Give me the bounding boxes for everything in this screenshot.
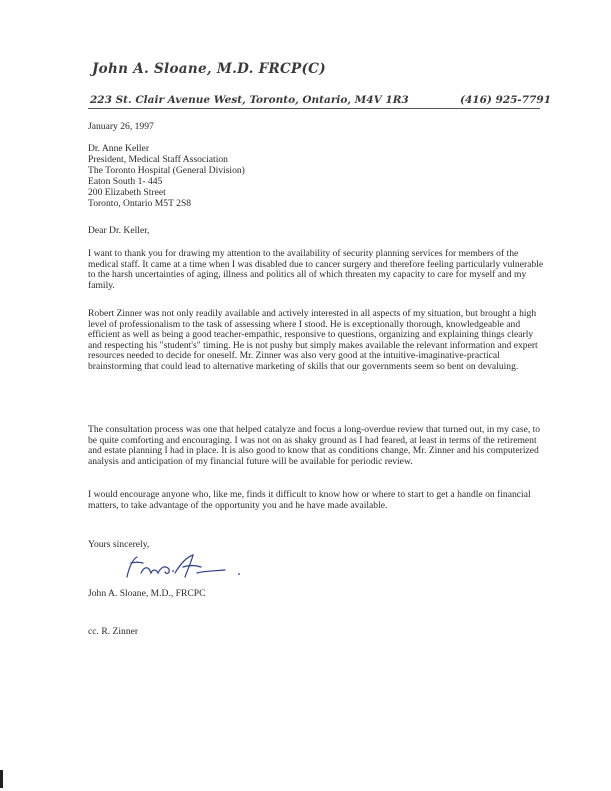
paragraph-1: I want to thank you for drawing my attention to the availability of security planning services for members of the medical staff. It came at a time when I was disabled due to cancer surgery and therefore feeling particularly vulnerable to the harsh uncertainties of aging, illness and politics all of which threaten my capacity to care for myself and my family. [88,248,544,291]
salutation: Dear Dr. Keller, [88,225,150,236]
scan-edge-mark [0,770,3,788]
cc-line: cc. R. Zinner [88,626,139,637]
recipient-title: President, Medical Staff Association [88,154,228,165]
paragraph-3: The consultation process was one that helped catalyze and focus a long-overdue review that turned out, in my case, to be quite comforting and encouraging. I was not on as shaky ground as I had feared, at least in terms of the retirement and estate planning I had in place. It is also good to know that as conditions change, Mr. Zinner and his computerized analysis and anticipation of my financial future will be available for periodic review. [88,424,541,467]
closing: Yours sincerely, [88,539,150,550]
letterhead-name: John A. Sloane, M.D. FRCP(C) [92,61,326,77]
recipient-name: Dr. Anne Keller [88,143,150,154]
recipient-city: Toronto, Ontario M5T 2S8 [88,198,192,209]
recipient-street: 200 Elizabeth Street [88,187,166,198]
recipient-organization: The Toronto Hospital (General Division) [88,165,245,176]
letterhead-rule [88,108,540,109]
paragraph-4: I would encourage anyone who, like me, finds it difficult to know how or where to start to get a handle on financial matters, to take advantage of the opportunity you and he have made available. [88,489,531,511]
paragraph-2: Robert Zinner was not only readily available and actively interested in all aspects of my situation, but brought a high level of professionalism to the task of assessing where I stood. He is exceptionally thorough, knowledgeable and efficient as well as being a good teacher-empathic, responsive to questions, organizing and explaining things clearly and respecting his "student's" timing. He is not pushy but simply makes available the relevant information and expert resources needed to decide for oneself. Mr. Zinner was also very good at the intuitive-imaginative-practical brainstorming that could lead to alternative marketing of skills that our governments seem so bent on devaluing. [88,308,538,372]
letterhead-address: 223 St. Clair Avenue West, Toronto, Ontario, M4V 1R3 [90,94,409,106]
letter-date: January 26, 1997 [88,121,154,132]
signer-name: John A. Sloane, M.D., FRCPC [88,588,206,599]
letterhead-phone: (416) 925-7791 [460,94,552,106]
recipient-room: Eaton South 1- 445 [88,176,163,187]
handwritten-signature [123,553,248,581]
